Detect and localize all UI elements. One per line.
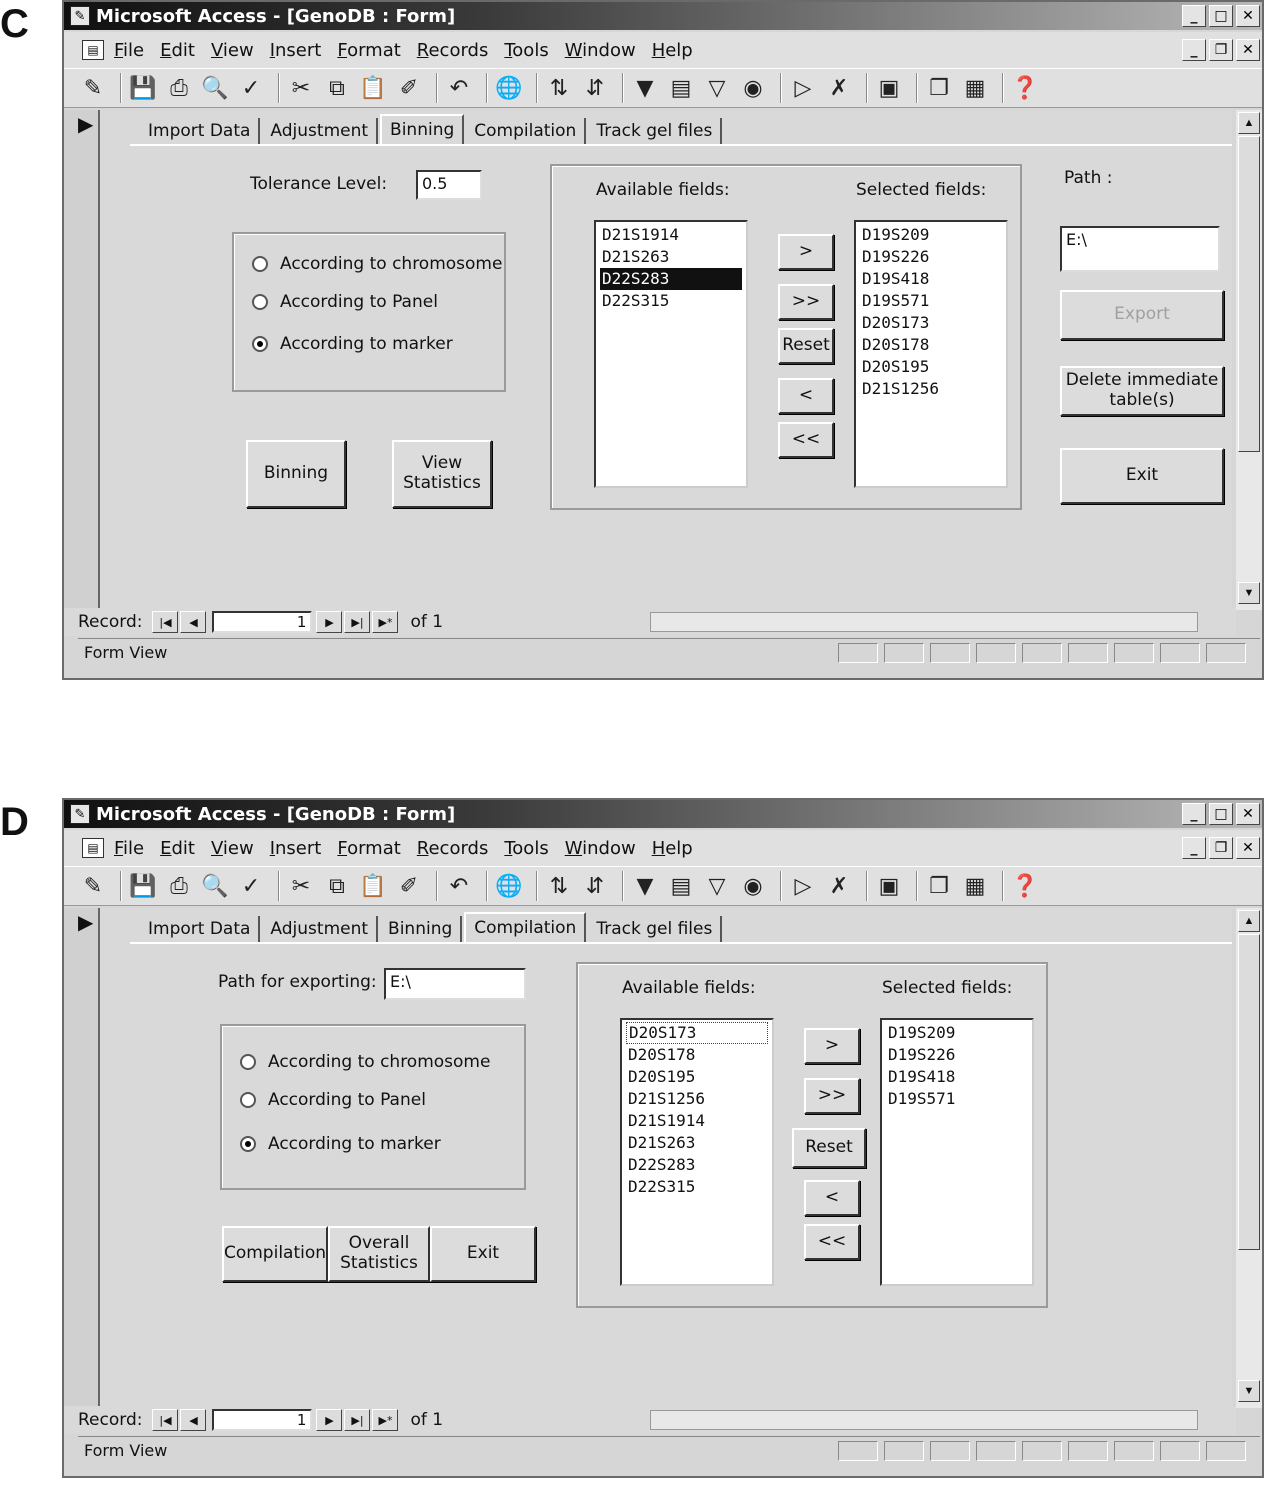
tolerance-label: Tolerance Level:: [250, 174, 388, 194]
properties-icon[interactable]: ▣: [878, 75, 900, 101]
radio-chromosome[interactable]: [240, 1052, 490, 1072]
menu-records[interactable]: Records: [416, 39, 489, 61]
move-all-left-button[interactable]: <<: [804, 1224, 860, 1260]
radio-label: According to marker: [268, 1134, 441, 1154]
menu-view[interactable]: View: [210, 837, 254, 859]
title-bar: [64, 800, 1262, 828]
radio-marker[interactable]: [252, 334, 453, 354]
menu-tools[interactable]: Tools: [504, 837, 549, 859]
status-bar: [78, 638, 1260, 666]
filter-by-selection-icon[interactable]: ▼: [636, 75, 654, 101]
menu-insert[interactable]: Insert: [269, 39, 322, 61]
new-record-icon[interactable]: ▷: [794, 873, 812, 899]
panel-letter: C: [0, 2, 29, 46]
menu-file[interactable]: File: [114, 39, 145, 61]
menu-help[interactable]: Help: [651, 837, 693, 859]
list-item[interactable]: D22S315: [602, 291, 670, 310]
menu-format[interactable]: Format: [337, 837, 401, 859]
find-icon[interactable]: ◉: [743, 75, 763, 101]
current-record-arrow-icon: ▶: [78, 912, 94, 934]
status-text: Form View: [84, 1441, 168, 1460]
next-record-icon[interactable]: ▶: [316, 611, 342, 633]
tab-track-gel-files[interactable]: Track gel files: [588, 118, 722, 144]
save-icon[interactable]: 💾: [129, 873, 157, 899]
doc-close-button[interactable]: ✕: [1236, 837, 1260, 859]
scroll-thumb[interactable]: [1238, 136, 1260, 452]
list-item[interactable]: D19S418: [888, 1067, 956, 1086]
list-item[interactable]: D21S1256: [628, 1089, 706, 1108]
spelling-icon[interactable]: ✓: [241, 75, 261, 101]
tab-strip: [140, 912, 724, 942]
undo-icon[interactable]: ↶: [449, 75, 469, 101]
exit-button[interactable]: Exit: [430, 1226, 536, 1282]
menu-window[interactable]: Window: [564, 39, 636, 61]
export-button[interactable]: Export: [1060, 290, 1224, 340]
tab-track-gel-files[interactable]: Track gel files: [588, 916, 722, 942]
horizontal-scrollbar[interactable]: [650, 612, 1198, 632]
tolerance-input[interactable]: 0.5: [416, 170, 482, 200]
new-object-icon[interactable]: ▦: [964, 873, 986, 899]
radio-label: According to chromosome: [280, 254, 503, 274]
help-icon[interactable]: ❓: [1011, 873, 1039, 899]
available-fields-label: Available fields:: [596, 180, 730, 200]
move-all-right-button[interactable]: >>: [804, 1078, 860, 1114]
view-statistics-button[interactable]: View Statistics: [392, 440, 492, 508]
form-area: [98, 908, 1232, 1422]
menu-bar: [64, 32, 1262, 68]
filter-by-form-icon[interactable]: ▤: [670, 873, 692, 899]
move-one-left-button[interactable]: <: [778, 378, 834, 414]
grouping-option-group: [220, 1024, 526, 1190]
print-icon[interactable]: ⎙: [170, 873, 188, 899]
apply-filter-icon[interactable]: ▽: [708, 873, 726, 899]
database-window-icon[interactable]: ❐: [929, 873, 949, 899]
window-title: Microsoft Access - [GenoDB : Form]: [96, 803, 456, 825]
new-object-icon[interactable]: ▦: [964, 75, 986, 101]
previous-record-icon[interactable]: ◀: [180, 1409, 206, 1431]
menu-view[interactable]: View: [210, 39, 254, 61]
list-item[interactable]: D20S173: [862, 313, 930, 332]
list-item[interactable]: D19S226: [888, 1045, 956, 1064]
available-fields-list[interactable]: [594, 220, 748, 488]
list-item[interactable]: D19S418: [862, 269, 930, 288]
tab-adjustment[interactable]: Adjustment: [262, 118, 378, 144]
scroll-down-icon[interactable]: ▼: [1238, 1380, 1260, 1402]
list-item[interactable]: D19S226: [862, 247, 930, 266]
panel-c: [0, 0, 1264, 690]
next-record-icon[interactable]: ▶: [316, 1409, 342, 1431]
overall-statistics-button[interactable]: Overall Statistics: [328, 1226, 430, 1282]
doc-restore-button[interactable]: ❐: [1209, 39, 1233, 61]
move-one-right-button[interactable]: >: [778, 234, 834, 270]
record-number-input[interactable]: 1: [212, 611, 312, 633]
list-item[interactable]: D20S173: [626, 1022, 768, 1044]
list-item[interactable]: D20S195: [862, 357, 930, 376]
format-painter-icon[interactable]: ✐: [399, 75, 419, 101]
radio-chromosome[interactable]: [252, 254, 502, 274]
sort-descending-icon[interactable]: ⇵: [585, 75, 605, 101]
scroll-down-icon[interactable]: ▼: [1238, 582, 1260, 604]
maximize-button[interactable]: □: [1209, 803, 1233, 825]
properties-icon[interactable]: ▣: [878, 873, 900, 899]
window-title: Microsoft Access - [GenoDB : Form]: [96, 5, 456, 27]
sort-ascending-icon[interactable]: ⇅: [549, 873, 569, 899]
record-selector[interactable]: [64, 908, 98, 1422]
move-all-left-button[interactable]: <<: [778, 422, 834, 458]
menu-bar: [64, 830, 1262, 866]
menu-edit[interactable]: Edit: [160, 837, 195, 859]
delete-tables-button[interactable]: Delete immediate table(s): [1060, 366, 1224, 416]
list-item[interactable]: D22S315: [628, 1177, 696, 1196]
available-fields-label: Available fields:: [622, 978, 756, 998]
database-window-icon[interactable]: ❐: [929, 75, 949, 101]
apply-filter-icon[interactable]: ▽: [708, 75, 726, 101]
list-item[interactable]: D20S178: [628, 1045, 696, 1064]
minimize-button[interactable]: _: [1182, 803, 1206, 825]
help-icon[interactable]: ❓: [1011, 75, 1039, 101]
radio-button[interactable]: [240, 1136, 256, 1152]
tab-import-data[interactable]: Import Data: [140, 118, 260, 144]
radio-label: According to chromosome: [268, 1052, 491, 1072]
doc-minimize-button[interactable]: _: [1182, 837, 1206, 859]
menu-window[interactable]: Window: [564, 837, 636, 859]
list-item[interactable]: D21S263: [602, 247, 670, 266]
menu-help[interactable]: Help: [651, 39, 693, 61]
tab-strip: [140, 114, 724, 144]
radio-button[interactable]: [240, 1054, 256, 1070]
list-item[interactable]: D19S209: [862, 225, 930, 244]
list-item[interactable]: D21S1914: [628, 1111, 706, 1130]
copy-icon[interactable]: ⧉: [329, 873, 345, 899]
new-record-nav-icon[interactable]: ▶*: [372, 611, 398, 633]
tab-binning[interactable]: Binning: [380, 114, 464, 144]
radio-panel[interactable]: [252, 292, 438, 312]
form-document-icon[interactable]: ▤: [82, 40, 104, 60]
tab-binning[interactable]: Binning: [380, 916, 462, 942]
binning-button[interactable]: Binning: [246, 440, 346, 508]
status-bar: [78, 1436, 1260, 1464]
vertical-scrollbar[interactable]: [1236, 908, 1262, 1408]
design-view-icon[interactable]: ✎: [83, 75, 103, 101]
selected-fields-label: Selected fields:: [882, 978, 1013, 998]
access-key-icon: ✎: [70, 6, 90, 26]
radio-label: According to Panel: [280, 292, 438, 312]
menu-insert[interactable]: Insert: [269, 837, 322, 859]
record-count: of 1: [410, 612, 444, 632]
access-window: [62, 0, 1264, 680]
doc-restore-button[interactable]: ❐: [1209, 837, 1233, 859]
undo-icon[interactable]: ↶: [449, 873, 469, 899]
record-selector[interactable]: [64, 110, 98, 624]
toolbar: [64, 866, 1262, 906]
list-item[interactable]: D21S1914: [602, 225, 680, 244]
access-window: [62, 798, 1264, 1478]
record-label: Record:: [78, 612, 143, 632]
radio-button[interactable]: [252, 256, 268, 272]
filter-by-selection-icon[interactable]: ▼: [636, 873, 654, 899]
record-navigation: [64, 608, 1236, 636]
new-record-icon[interactable]: ▷: [794, 75, 812, 101]
sort-ascending-icon[interactable]: ⇅: [549, 75, 569, 101]
path-label: Path :: [1064, 168, 1113, 188]
move-one-left-button[interactable]: <: [804, 1180, 860, 1216]
delete-record-icon[interactable]: ✗: [829, 873, 849, 899]
find-icon[interactable]: ◉: [743, 873, 763, 899]
selected-fields-label: Selected fields:: [856, 180, 987, 200]
hyperlink-icon[interactable]: 🌐: [495, 75, 523, 101]
new-record-nav-icon[interactable]: ▶*: [372, 1409, 398, 1431]
move-all-right-button[interactable]: >>: [778, 284, 834, 320]
vertical-scrollbar[interactable]: [1236, 110, 1262, 610]
panel-letter: D: [0, 800, 29, 844]
radio-label: According to Panel: [268, 1090, 426, 1110]
grouping-option-group: [232, 232, 506, 392]
list-item[interactable]: D22S283: [600, 268, 742, 290]
hyperlink-icon[interactable]: 🌐: [495, 873, 523, 899]
copy-icon[interactable]: ⧉: [329, 75, 345, 101]
toolbar: [64, 68, 1262, 108]
menu-file[interactable]: File: [114, 837, 145, 859]
field-selection-group: [576, 962, 1048, 1308]
menu-tools[interactable]: Tools: [504, 39, 549, 61]
doc-minimize-button[interactable]: _: [1182, 39, 1206, 61]
sort-descending-icon[interactable]: ⇵: [585, 873, 605, 899]
radio-marker[interactable]: [240, 1134, 441, 1154]
close-button[interactable]: ✕: [1236, 5, 1260, 27]
form-document-icon[interactable]: ▤: [82, 838, 104, 858]
design-view-icon[interactable]: ✎: [83, 873, 103, 899]
delete-record-icon[interactable]: ✗: [829, 75, 849, 101]
field-selection-group: [550, 164, 1022, 510]
save-icon[interactable]: 💾: [129, 75, 157, 101]
scroll-thumb[interactable]: [1238, 934, 1260, 1250]
list-item[interactable]: D21S263: [628, 1133, 696, 1152]
menu-edit[interactable]: Edit: [160, 39, 195, 61]
scroll-up-icon[interactable]: ▲: [1238, 112, 1260, 134]
list-item[interactable]: D20S195: [628, 1067, 696, 1086]
last-record-icon[interactable]: ▶|: [344, 1409, 370, 1431]
list-item[interactable]: D19S209: [888, 1023, 956, 1042]
radio-label: According to marker: [280, 334, 453, 354]
menu-format[interactable]: Format: [337, 39, 401, 61]
maximize-button[interactable]: □: [1209, 5, 1233, 27]
record-count: of 1: [410, 1410, 444, 1430]
title-bar: [64, 2, 1262, 30]
record-navigation: [64, 1406, 1236, 1434]
path-input[interactable]: E:\: [1060, 226, 1220, 272]
list-item[interactable]: D20S178: [862, 335, 930, 354]
minimize-button[interactable]: _: [1182, 5, 1206, 27]
tab-adjustment[interactable]: Adjustment: [262, 916, 378, 942]
cut-icon[interactable]: ✂: [291, 873, 311, 899]
cut-icon[interactable]: ✂: [291, 75, 311, 101]
previous-record-icon[interactable]: ◀: [180, 611, 206, 633]
radio-button[interactable]: [252, 294, 268, 310]
selected-fields-list[interactable]: [854, 220, 1008, 488]
panel-d: [0, 798, 1264, 1488]
available-fields-list[interactable]: [620, 1018, 774, 1286]
spelling-icon[interactable]: ✓: [241, 873, 261, 899]
radio-button[interactable]: [240, 1092, 256, 1108]
exit-button[interactable]: Exit: [1060, 448, 1224, 504]
filter-by-form-icon[interactable]: ▤: [670, 75, 692, 101]
tab-compilation[interactable]: Compilation: [466, 118, 586, 144]
horizontal-scrollbar[interactable]: [650, 1410, 1198, 1430]
tab-compilation[interactable]: Compilation: [464, 912, 586, 942]
paste-icon[interactable]: 📋: [359, 873, 387, 899]
selected-fields-list[interactable]: [880, 1018, 1034, 1286]
first-record-icon[interactable]: |◀: [152, 611, 178, 633]
close-button[interactable]: ✕: [1236, 803, 1260, 825]
path-for-exporting-label: Path for exporting:: [218, 972, 377, 992]
list-item[interactable]: D21S1256: [862, 379, 940, 398]
radio-panel[interactable]: [240, 1090, 426, 1110]
scroll-up-icon[interactable]: ▲: [1238, 910, 1260, 932]
print-preview-icon[interactable]: 🔍: [201, 75, 229, 101]
form-area: [98, 110, 1232, 624]
reset-button[interactable]: Reset: [778, 328, 834, 364]
access-key-icon: ✎: [70, 804, 90, 824]
move-one-right-button[interactable]: >: [804, 1028, 860, 1064]
list-item[interactable]: D19S571: [862, 291, 930, 310]
menu-records[interactable]: Records: [416, 837, 489, 859]
tab-import-data[interactable]: Import Data: [140, 916, 260, 942]
last-record-icon[interactable]: ▶|: [344, 611, 370, 633]
record-label: Record:: [78, 1410, 143, 1430]
format-painter-icon[interactable]: ✐: [399, 873, 419, 899]
reset-button[interactable]: Reset: [792, 1128, 866, 1168]
paste-icon[interactable]: 📋: [359, 75, 387, 101]
list-item[interactable]: D22S283: [628, 1155, 696, 1174]
record-number-input[interactable]: 1: [212, 1409, 312, 1431]
first-record-icon[interactable]: |◀: [152, 1409, 178, 1431]
doc-close-button[interactable]: ✕: [1236, 39, 1260, 61]
print-preview-icon[interactable]: 🔍: [201, 873, 229, 899]
list-item[interactable]: D19S571: [888, 1089, 956, 1108]
compilation-button[interactable]: Compilation: [222, 1226, 328, 1282]
radio-button[interactable]: [252, 336, 268, 352]
path-for-exporting-input[interactable]: E:\: [384, 968, 526, 1000]
print-icon[interactable]: ⎙: [170, 75, 188, 101]
status-text: Form View: [84, 643, 168, 662]
current-record-arrow-icon: ▶: [78, 114, 94, 136]
